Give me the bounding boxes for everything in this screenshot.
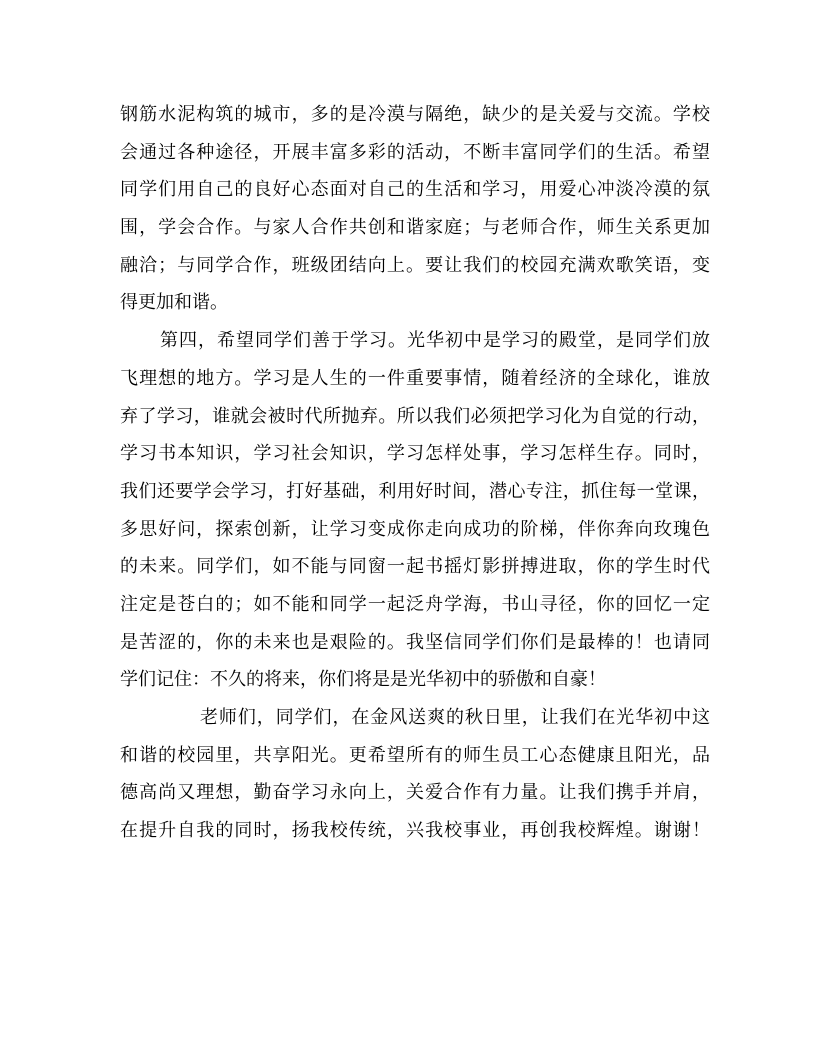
paragraph-line: 钢筋水泥构筑的城市，多的是冷漠与隔绝，缺少的是关爱与交流。学校: [120, 104, 710, 125]
paragraph-line: 在提升自我的同时，扬我校传统，兴我校事业，再创我校辉煌。谢谢！: [120, 820, 710, 842]
paragraph-line: 第四，希望同学们善于学习。光华初中是学习的殿堂，是同学们放: [160, 330, 710, 352]
paragraph-line: 老师们，同学们，在金风送爽的秋日里，让我们在光华初中这: [200, 707, 710, 728]
document-body: [120, 96, 710, 850]
paragraph-line: 我们还要学会学习，打好基础，利用好时间，潜心专注，抓住每一堂课，: [120, 480, 710, 502]
paragraph-line: 飞理想的地方。学习是人生的一件重要事情，随着经济的全球化，谁放: [120, 367, 710, 389]
paragraph-line: 德高尚又理想，勤奋学习永向上，关爱合作有力量。让我们携手并肩，: [120, 782, 710, 804]
paragraph-line: 的未来。同学们，如不能与同窗一起书摇灯影拼搏进取，你的学生时代: [120, 556, 710, 578]
paragraph-line: 学们记住：不久的将来，你们将是是光华初中的骄傲和自豪！: [120, 669, 606, 691]
paragraph-line: 围，学会合作。与家人合作共创和谐家庭；与老师合作，师生关系更加: [120, 217, 710, 239]
paragraph-line: 融洽；与同学合作，班级团结向上。要让我们的校园充满欢歌笑语，变: [120, 254, 710, 276]
paragraph-line: 是苦涩的，你的未来也是艰险的。我坚信同学们你们是最棒的！也请同: [120, 631, 710, 653]
paragraph-line: 同学们用自己的良好心态面对自己的生活和学习，用爱心冲淡冷漠的氛: [120, 179, 710, 201]
paragraph-line: 多思好问，探索创新，让学习变成你走向成功的阶梯，伴你奔向玫瑰色: [120, 518, 710, 540]
paragraph-line: 注定是苍白的；如不能和同学一起泛舟学海，书山寻径，你的回忆一定: [120, 593, 710, 615]
paragraph-line: 会通过各种途径，开展丰富多彩的活动，不断丰富同学们的生活。希望: [120, 141, 710, 163]
paragraph-line: 学习书本知识，学习社会知识，学习怎样处事，学习怎样生存。同时，: [120, 443, 710, 465]
paragraph-line: 和谐的校园里，共享阳光。更希望所有的师生员工心态健康且阳光，品: [120, 744, 710, 766]
paragraph-line: 得更加和谐。: [120, 292, 228, 314]
paragraph-line: 弃了学习，谁就会被时代所抛弃。所以我们必须把学习化为自觉的行动，: [120, 405, 710, 427]
